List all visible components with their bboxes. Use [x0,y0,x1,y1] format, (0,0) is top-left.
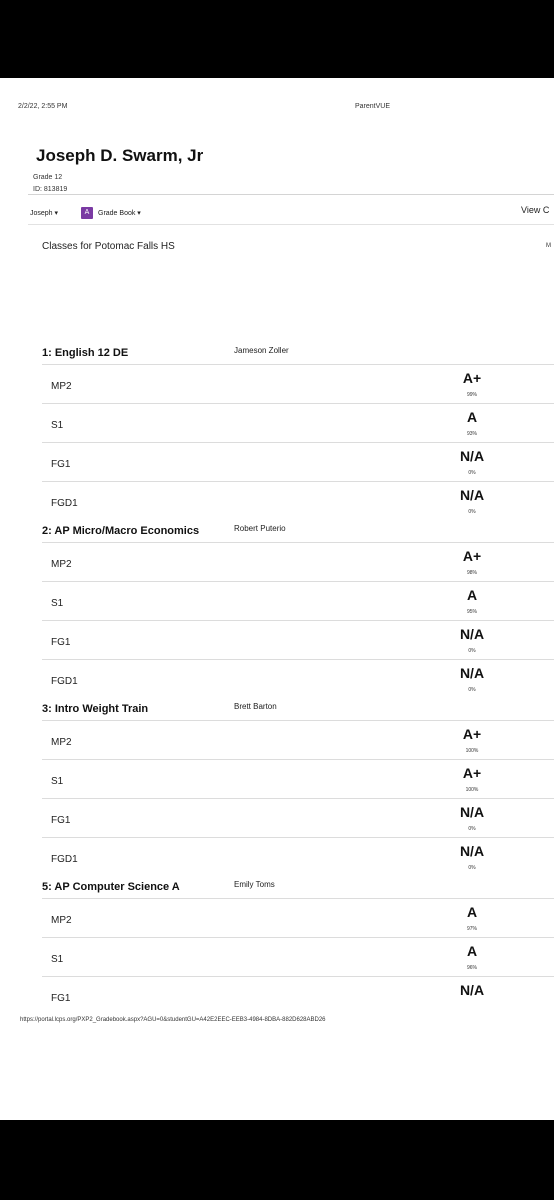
student-name: Joseph D. Swarm, Jr [36,146,204,165]
student-selector[interactable]: Joseph ▾ [30,210,59,217]
print-footer-url: https://portal.lcps.org/PXP2_Gradebook.aspx?AGU=0&studentGU=A42E2EEC-EEB3-4984-8DBA-882D628ABD26 [20,1017,326,1023]
class-header [42,341,554,361]
grade-percent: 95% [466,609,477,615]
grading-period: FG1 [51,993,71,1004]
grade-row[interactable] [42,403,554,443]
grade-row[interactable] [42,364,554,404]
grade-percent: 0% [468,509,476,515]
grading-period: S1 [51,598,64,609]
grade-percent: 99% [466,392,477,398]
student-id: ID: 813819 [33,186,68,193]
cut-off-text: M [546,243,551,249]
grade-row[interactable] [42,837,554,877]
grading-period: FGD1 [51,498,78,509]
grade-percent: 96% [466,965,477,971]
class-name[interactable]: 2: AP Micro/Macro Economics [42,525,200,537]
grade-row[interactable] [42,720,554,760]
letter-grade[interactable]: N/A [459,665,485,681]
grade-percent: 0% [468,826,476,832]
teacher-name[interactable]: Emily Toms [234,880,275,889]
divider [28,224,554,225]
grade-percent: 0% [468,687,476,693]
grading-period: MP2 [51,381,72,392]
grade-row[interactable] [42,759,554,799]
grading-period: FGD1 [51,676,78,687]
letter-grade[interactable]: A [466,943,478,959]
view-link[interactable]: View C [521,205,550,215]
grading-period: FG1 [51,637,71,648]
letter-grade[interactable]: N/A [459,843,485,859]
grade-percent: 93% [466,431,477,437]
grade-percent: 0% [468,648,476,654]
letter-grade[interactable]: N/A [459,982,485,998]
class-name[interactable]: 1: English 12 DE [42,347,129,359]
class-header [42,519,554,539]
grade-row[interactable] [42,937,554,977]
grading-period: MP2 [51,559,72,570]
teacher-name[interactable]: Robert Puterio [234,524,286,533]
letter-grade[interactable]: A+ [462,765,482,781]
print-app-name: ParentVUE [355,103,391,110]
grade-row[interactable] [42,659,554,699]
grading-period: S1 [51,776,64,787]
grade-row[interactable] [42,976,554,1016]
class-header [42,875,554,895]
grade-row[interactable] [42,581,554,621]
letter-grade[interactable]: A+ [462,726,482,742]
grade-row[interactable] [42,798,554,838]
grade-row[interactable] [42,542,554,582]
student-grade: Grade 12 [33,174,63,181]
letter-grade[interactable]: N/A [459,804,485,820]
grade-percent: 0% [468,470,476,476]
letter-grade[interactable]: N/A [459,448,485,464]
grade-percent: 0% [468,865,476,871]
classes-title: Classes for Potomac Falls HS [42,241,175,252]
letter-grade[interactable]: A+ [462,370,482,386]
grading-period: FG1 [51,459,71,470]
gradebook-icon: A [81,207,93,219]
teacher-name[interactable]: Brett Barton [234,702,277,711]
grading-period: FG1 [51,815,71,826]
grade-row[interactable] [42,481,554,521]
letter-grade[interactable]: N/A [459,487,485,503]
class-header [42,697,554,717]
letter-grade[interactable]: A [466,904,478,920]
letter-grade[interactable]: A [466,587,478,603]
print-datetime: 2/2/22, 2:55 PM [18,103,68,110]
teacher-name[interactable]: Jameson Zoller [234,346,289,355]
letter-grade[interactable]: A [466,409,478,425]
grade-row[interactable] [42,620,554,660]
grade-row[interactable] [42,442,554,482]
class-name[interactable]: 5: AP Computer Science A [42,881,180,893]
grading-period: S1 [51,420,64,431]
letter-grade[interactable]: N/A [459,626,485,642]
grade-percent: 100% [465,748,479,754]
grading-period: MP2 [51,915,72,926]
grade-percent: 100% [465,787,479,793]
grading-period: FGD1 [51,854,78,865]
grade-row[interactable] [42,898,554,938]
divider [28,194,554,195]
grading-period: S1 [51,954,64,965]
letter-grade[interactable]: A+ [462,548,482,564]
gradebook-menu[interactable]: Grade Book ▾ [98,210,141,217]
grade-percent: 98% [466,570,477,576]
grade-percent: 97% [466,926,477,932]
class-name[interactable]: 3: Intro Weight Train [42,703,149,715]
grading-period: MP2 [51,737,72,748]
